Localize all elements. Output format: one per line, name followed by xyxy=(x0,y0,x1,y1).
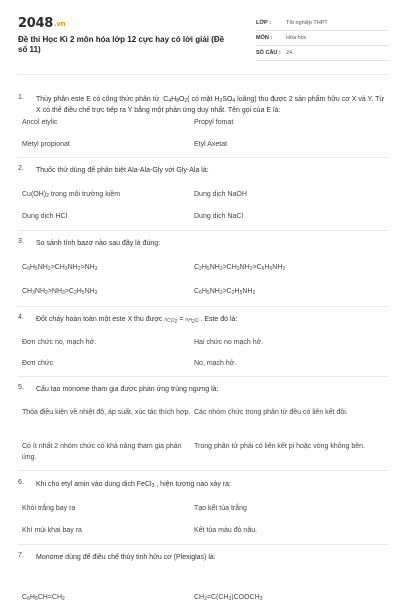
meta-row-count xyxy=(256,46,388,61)
divider xyxy=(18,470,388,471)
question-2-option-c[interactable]: Dung dịch HCl xyxy=(22,213,68,220)
question-6-option-b[interactable]: Tạo kết tủa trắng xyxy=(194,505,247,512)
question-text: So sánh tính bazơ nào sau đây là đúng: xyxy=(36,240,161,247)
meta-value: Tốt nghiệp THPT xyxy=(286,20,328,26)
question-5-option-b[interactable]: Các nhóm chức trong phân tử đều có liên kết đôi. xyxy=(194,409,348,416)
meta-key: LỚP : xyxy=(256,20,271,26)
meta-value: Hóa học xyxy=(286,35,307,41)
question-text: Khi cho etyl amin vào dung dịch FeCl$_3$ , hiện tượng nào xảy ra: xyxy=(36,481,231,489)
question-4-option-b[interactable]: Hai chức no mạch hở. xyxy=(194,339,264,346)
divider xyxy=(18,544,388,545)
divider xyxy=(18,376,388,377)
question-1-option-c[interactable]: Metyl propionat xyxy=(22,141,70,148)
question-4-option-c[interactable]: Đơn chức xyxy=(22,360,54,367)
question-number: 5. xyxy=(18,384,24,391)
question-4-option-d[interactable]: No, mạch hở. xyxy=(194,360,237,367)
divider xyxy=(18,157,388,158)
question-3-option-d[interactable]: $C_6H_5NH_2>C_2H_5NH_2$ xyxy=(194,288,256,296)
divider xyxy=(18,306,388,307)
question-text: Đốt cháy hoàn toàn một este X thu được $n_{CO_2} = n_{H_2O}$ . Este đó là: xyxy=(36,316,238,325)
question-5-option-c[interactable]: Có ít nhất 2 nhóm chức có khả năng tham gia phản ứng. xyxy=(22,443,182,461)
question-text: Monome dùng để điều chế thủy tinh hữu cơ (Plexiglas) là: xyxy=(36,554,216,561)
question-3-option-c[interactable]: $CH_3NH_2>NH_3>C_2H_5NH_2$ xyxy=(22,288,98,296)
question-3-option-a[interactable]: $C_6H_5NH_2>CH_3NH_2>NH_3$ xyxy=(22,264,98,272)
question-7-option-b[interactable]: $CH_2=C(CH_3)COOCH_3$ xyxy=(194,594,263,600)
question-5-option-d[interactable]: Trong phân tử phải có liên kết pi hoặc vòng không bền. xyxy=(194,443,365,450)
question-4-option-a[interactable]: Đơn chức no, mạch hở. xyxy=(22,339,97,346)
question-number: 4. xyxy=(18,314,24,321)
divider xyxy=(18,74,388,75)
question-1-option-d[interactable]: Etyl Axetat xyxy=(194,141,228,148)
question-6-option-d[interactable]: Kết tủa màu đỏ nâu. xyxy=(194,527,258,534)
divider xyxy=(18,230,388,231)
question-text: Thuốc thử dùng để phân biệt Ala-Ala-Gly với Gly-Ala là: xyxy=(36,167,209,174)
meta-row-subject xyxy=(256,31,388,46)
meta-value: 24 xyxy=(286,50,293,56)
site-logo[interactable]: 2048.vn xyxy=(18,16,66,31)
question-number: 2. xyxy=(18,165,24,172)
question-2-option-d[interactable]: Dung dịch NaCl xyxy=(194,213,244,220)
header xyxy=(18,14,388,60)
question-6-option-c[interactable]: Khí mùi khai bay ra xyxy=(22,527,82,534)
question-1-option-a[interactable]: Ancol etylic xyxy=(22,119,58,126)
question-number: 6. xyxy=(18,479,24,486)
question-1-option-b[interactable]: Propyl fomat xyxy=(194,119,234,126)
question-7-option-a[interactable]: $C_6H_5CH=CH_2$ xyxy=(22,594,65,600)
question-text: Thủy phân este E có công thức phân tử $C_4H_8O_2$( có mặt $H_2SO_4$ loãng) thu được 2 sản phẩm hữu cơ X và Y. Từ X có thể điều chế trực tiếp ra Y bằng một phản ứng duy nhất. Tên gọi của E là: xyxy=(36,96,385,114)
meta-key: SỐ CÂU : xyxy=(256,50,281,56)
meta-row-class xyxy=(256,16,388,31)
exam-meta xyxy=(256,16,388,61)
question-number: 1. xyxy=(18,94,24,101)
question-3-option-b[interactable]: $C_2H_5NH_2>CH_3NH_2>C_6H_5NH_2$ xyxy=(194,264,286,272)
question-number: 3. xyxy=(18,238,24,245)
exam-title: Đề thi Học Kì 2 môn hóa lớp 12 cực hay có lời giải (Đề số 11) xyxy=(18,35,225,54)
question-5-option-a[interactable]: Thỏa điều kiện về nhiệt độ, áp suất, xúc tác thích hợp. xyxy=(22,409,191,416)
question-2-option-a[interactable]: $Cu(OH)_2$ trong môi trường kiềm xyxy=(22,191,121,199)
question-text: Cấu tạo monome tham gia được phản ứng trùng ngưng là: xyxy=(36,386,219,393)
meta-key: MÔN : xyxy=(256,35,273,41)
question-number: 7. xyxy=(18,552,24,559)
question-2-option-b[interactable]: Dung dịch NaOH xyxy=(194,191,247,198)
question-6-option-a[interactable]: Khói trắng bay ra xyxy=(22,505,76,512)
